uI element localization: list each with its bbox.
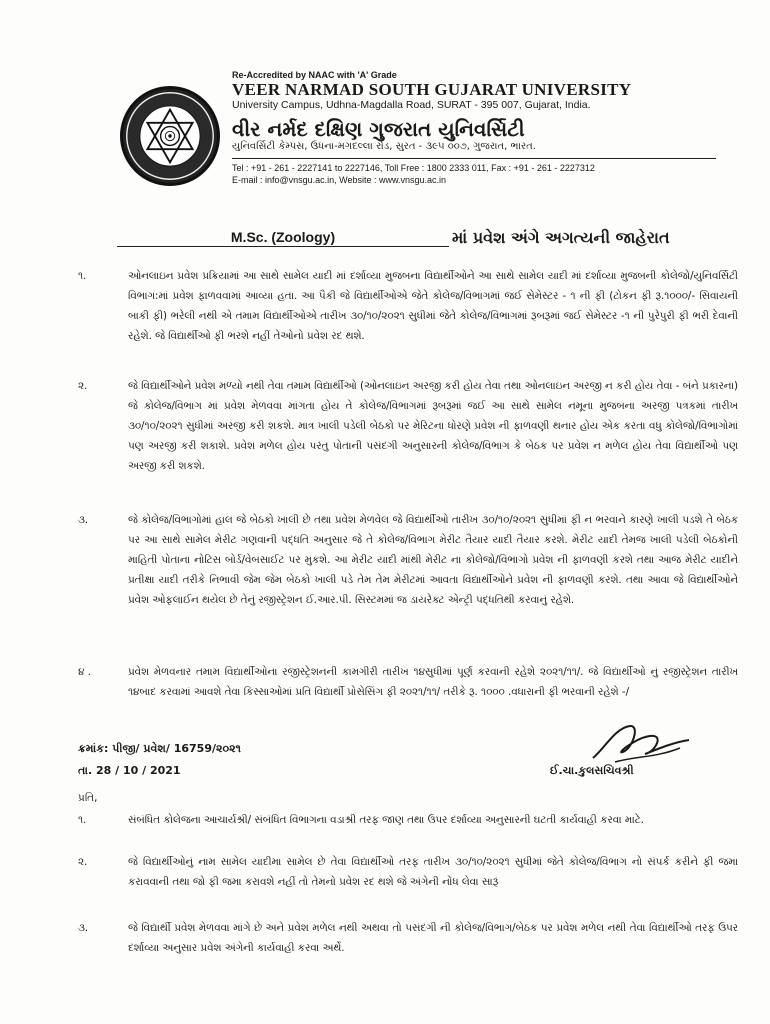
- contact-email-website: E-mail : info@vnsgu.ac.in, Website : www.vnsgu.ac.in: [232, 175, 447, 185]
- university-address-gujarati: યુનિવર્સિટી કેમ્પસ, ઉધના-મગદલ્લા રોડ, સુરત - ૩૯૫ ૦૦૭, ગુજરાત, ભારત.: [232, 141, 536, 152]
- item-number: ૩.: [78, 514, 89, 526]
- item-text: જે વિદ્યાર્થીઓને પ્રવેશ મળ્યો નથી તેવા તમામ વિદ્યાર્થીઓ (ઓનલાઇન અરજી કરી હોય તેવા તથા ઓનલાઇન અરજી ન કરી હોય તેવા - બંને પ્રકારના) જે કોલેજ/વિભાગ માં પ્રવેશ મેળવવા માંગતા હોય તે કોલેજ/વિભાગમાં રૂબરૂમાં જઈ આ સાથે સામેલ નમૂના મુજબના અરજી પત્રકમાં તારીખ ૩૦/૧૦/૨૦૨૧ સુધીમાં અરજી કરી શકશે. માત્ર ખાલી પડેલી બેઠકો પર મેરિટના ધોરણે પ્રવેશ ની ફાળવણી થનાર હોય એક કરતા વધુ કોલેજો/વિભાગોમાં પણ અરજી કરી શકાશે. પ્રવેશ મળેલ હોય પરંતુ પોતાની પસંદગી અનુસારની કોલેજ/વિભાગ કે બેઠક પર પ્રવેશ ન મળેલ હોય તેવા વિદ્યાર્થીઓ પણ અરજી કરી શકશે.: [128, 380, 738, 472]
- issue-date: તા. 28 / 10 / 2021: [78, 764, 181, 777]
- university-name-gujarati: વીર નર્મદ દક્ષિણ ગુજરાત યુનિવર્સિટી: [232, 117, 525, 141]
- copy-item-2: [78, 852, 738, 892]
- copy-number: ૧.: [78, 814, 87, 826]
- contact-telephone: Tel : +91 - 261 - 2227141 to 2227146, Toll Free : 1800 2333 011, Fax : +91 - 261 - 2227312: [232, 163, 595, 173]
- item-text: પ્રવેશ મેળવનાર તમામ વિદ્યાર્થીઓના રજીસ્ટ્રેશનની કામગીરી તારીખ ૧૪સુધીમાં પૂર્ણ કરવાની રહેશે ૨૦૨૧/૧૧/. જે વિદ્યાર્થીઓ નું રજીસ્ટ્રેશન તારીખ ૧૪બાદ કરવામાં આવશે તેવા કિસ્સાઓમાં પ્રતિ વિદ્યાર્થી પ્રોસેસિંગ ફી ૨૦૨૧/૧૧/ તરીકે રૂ. ૧૦૦૦ .વધારાની ફી ભરવાની રહેશે -/: [128, 666, 738, 698]
- item-text: ઓનલાઇન પ્રવેશ પ્રક્રિયામાં આ સાથે સામેલ યાદી માં દર્શાવ્યા મુજબના વિદ્યાર્થીઓને આ સાથે સામેલ યાદી માં દર્શાવ્યા મુજબની કોલેજો/યુનિવર્સિટી વિભાગ:માં પ્રવેશ ફાળવવામાં આવ્યા હતા. આ પૈકી જે વિદ્યાર્થીઓએ જેતે કોલેજ/વિભાગમાં જઈ સેમેસ્ટર - ૧ ની ફી (ટોકન ફી રૂ.૧૦૦૦/- સિવાયની બાકી ફી) ભરેલી નથી એ તમામ વિદ્યાર્થીઓએ તારીખ ૩૦/૧૦/૨૦૨૧ સુધીમાં જેતે કોલેજ/વિભાગમાં રૂબરૂમાં જઈ સેમેસ્ટર -૧ ની પુરેપુરી ફી ભરી દેવાની રહેશે. જે વિદ્યાર્થીઓ ફી ભરશે નહીં તેઓનો પ્રવેશ રદ થશે.: [128, 270, 738, 342]
- course-name: M.Sc. (Zoology): [230, 229, 336, 245]
- reference-number: ક્રમાંક: પીજી/ પ્રવેશ/ 16759/૨૦૨૧: [78, 742, 241, 755]
- copy-text: સંબંધિત કોલેજના આચાર્યશ્રી/ સંબંધિત વિભાગના વડાશ્રી તરફ જાણ તથા ઉપર દર્શાવ્યા અનુસારની ઘટતી કાર્યવાહી કરવા માટે.: [128, 814, 644, 826]
- course-name-line: [117, 225, 449, 247]
- notice-item-1: [78, 266, 738, 346]
- copy-number: ૨.: [78, 856, 88, 868]
- item-number: ૧.: [78, 270, 87, 282]
- naac-accreditation: Re-Accredited by NAAC with 'A' Grade: [232, 70, 397, 80]
- notice-item-4: [78, 662, 738, 702]
- notice-title: માં પ્રવેશ અંગે અગત્યની જાહેરાત: [452, 228, 670, 247]
- notice-item-2: [78, 376, 738, 476]
- item-number: ૨.: [78, 380, 88, 392]
- item-number: ૪ .: [78, 666, 91, 678]
- copy-item-3: [78, 918, 738, 958]
- copy-text: જે વિદ્યાર્થી પ્રવેશ મેળવવા માંગે છે અને પ્રવેશ મળેલ નથી અથવા તો પસંદગી ની કોલેજ/વિભાગ/બેઠક પર પ્રવેશ મળેલ નથી તેવા વિદ્યાર્થીઓ તરફ ઉપર દર્શાવ્યા અનુસાર પ્રવેશ અંગેની કાર્યવાહી કરવા અર્થે.: [128, 922, 738, 954]
- university-seal-logo: [120, 86, 220, 186]
- signature-image: [585, 718, 695, 768]
- notice-item-3: [78, 510, 738, 610]
- recipients-heading: પ્રતિ,: [78, 792, 98, 804]
- university-name-english: VEER NARMAD SOUTH GUJARAT UNIVERSITY: [232, 80, 632, 99]
- item-text: જે કોલેજ/વિભાગોમાં હાલ જે બેઠકો ખાલી છે તથા પ્રવેશ મેળવેલ જે વિદ્યાર્થીઓ તારીખ ૩૦/૧૦/૨૦૨૧ સુધીમાં ફી ન ભરવાને કારણે ખાલી પડશે તે બેઠક પર આ સાથે સામેલ મેરીટ ગણવાની પદ્ધતિ અનુસાર જે તે કોલેજ/વિભાગ મેરીટ તૈયાર યાદી તૈયાર કરશે. મેરીટ યાદી તેમજ ખાલી પડેલી બેઠકોની માહિતી પોતાના નોટિસ બોર્ડ/વેબસાઈટ પર મુકશે. આ મેરીટ યાદી માંથી મેરીટ ના કોલેજો/વિભાગો પ્રવેશ ની ફાળવણી કરશે તથા આજ મેરીટ યાદીને પ્રતીક્ષા યાદી તરીકે નિભાવી જેમ જેમ બેઠકો ખાલી પડે તેમ તેમ મેરીટમાં આવતા વિદ્યાર્થીઓને પ્રવેશ ની ફાળવણી કરશે. તથા આવા જે વિદ્યાર્થીઓને પ્રવેશ ઓફલાઈન થયેલ છે તેનું રજીસ્ટ્રેશન ઈ.આર.પી. સિસ્ટમમાં જ ડાયરેક્ટ એન્ટ્રી પદ્ધતિથી કરવાનું રહેશે.: [128, 514, 738, 606]
- copy-number: ૩.: [78, 922, 89, 934]
- signatory-title: ઈ.ચા.કુલસચિવશ્રી: [550, 764, 634, 777]
- copy-item-1: [78, 810, 738, 830]
- university-address-english: University Campus, Udhna-Magdalla Road, SURAT - 395 007, Gujarat, India.: [232, 99, 591, 111]
- copy-text: જે વિદ્યાર્થીઓનું નામ સામેલ યાદીમા સામેલ છે તેવા વિદ્યાર્થીઓ તરફ તારીખ ૩૦/૧૦/૨૦૨૧ સુધીમાં જેતે કોલેજ/વિભાગ નો સંપર્ક કરીને ફી જમા કરાવવાની તથા જો ફી જમા કરાવશે નહીં તો તેમનો પ્રવેશ રદ થશે જે અંગેની નોંધ લેવા સારૂં: [128, 856, 738, 888]
- letterhead-divider: [232, 158, 716, 159]
